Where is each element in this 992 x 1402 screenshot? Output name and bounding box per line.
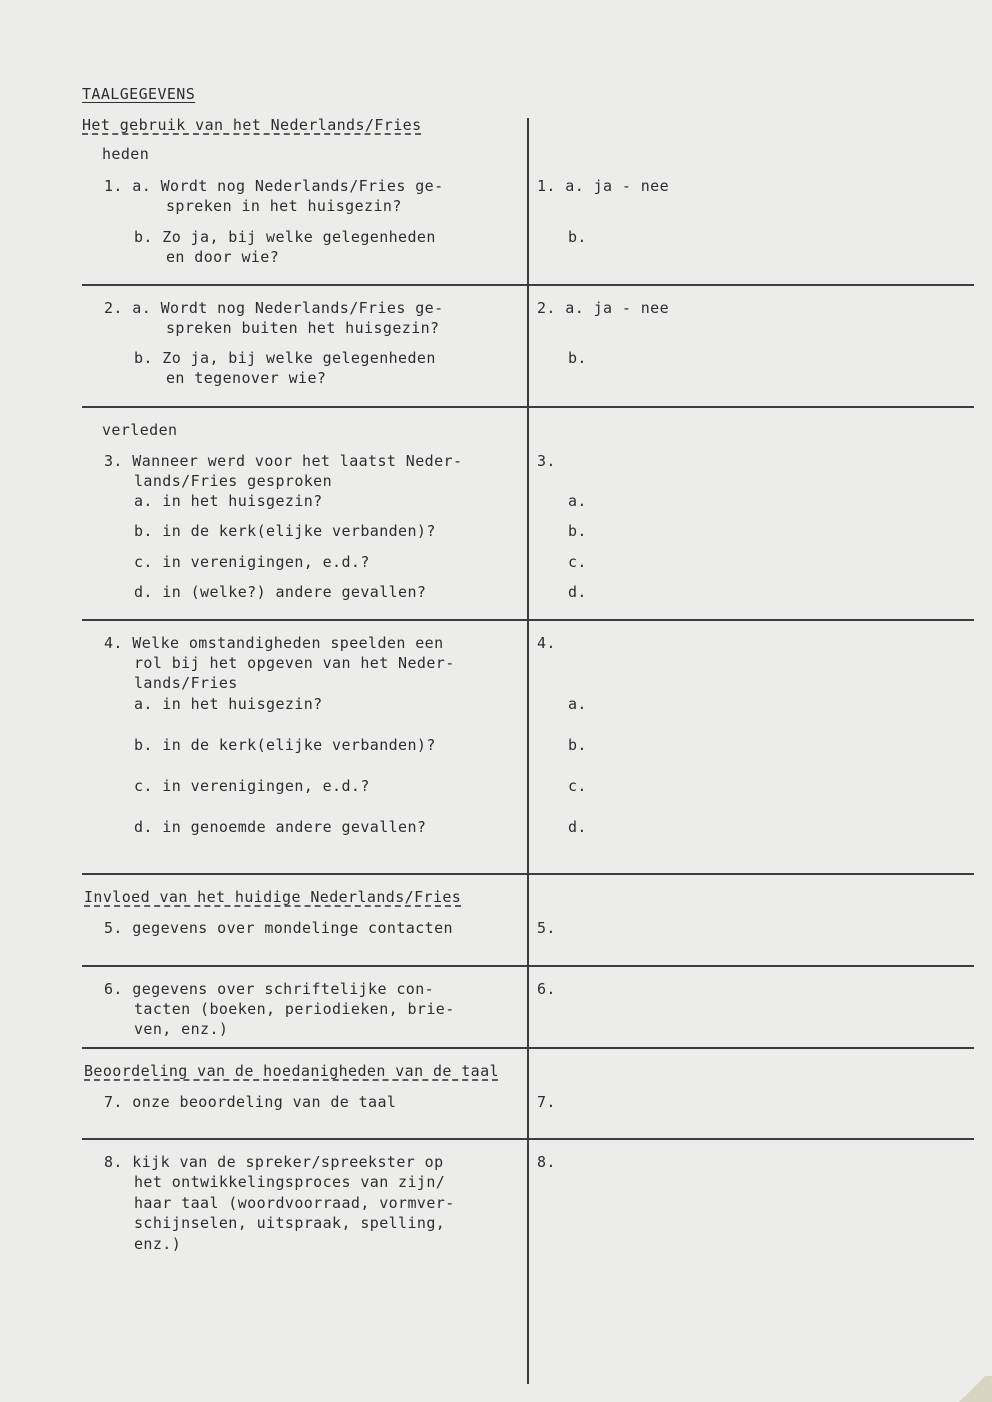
q1-a-line2: spreken in het huisgezin? [166,197,402,215]
q8-line1: 8. kijk van de spreker/spreekster op [104,1153,444,1171]
q4-b: b. in de kerk(elijke verbanden)? [134,736,436,754]
q2-b-line1: b. Zo ja, bij welke gelegenheden [134,349,436,367]
divider-line [82,406,974,408]
q3-line1: 3. Wanneer werd voor het laatst Neder- [104,452,463,470]
q4-answer-c[interactable]: c. [568,777,587,795]
q7-text: 7. onze beoordeling van de taal [104,1093,397,1111]
q8-line5: enz.) [134,1235,182,1253]
divider-line [82,619,974,621]
page-corner-fold [952,1376,992,1402]
q6-line2: tacten (boeken, periodieken, brie- [134,1000,455,1018]
q1-answer-b[interactable]: b. [568,228,587,246]
q2-answer-b[interactable]: b. [568,349,587,367]
q8-line4: schijnselen, uitspraak, spelling, [134,1214,446,1232]
q3-answer-c[interactable]: c. [568,553,587,571]
q8-answer[interactable]: 8. [537,1153,556,1171]
q5-answer[interactable]: 5. [537,919,556,937]
q3-c: c. in verenigingen, e.d.? [134,553,370,571]
q3-a: a. in het huisgezin? [134,492,323,510]
q8-line2: het ontwikkelingsproces van zijn/ [134,1173,446,1191]
q1-answer-a[interactable]: 1. a. ja - nee [537,177,670,195]
section-heading-assessment: Beoordeling van de hoedanigheden van de taal [84,1062,499,1080]
section-heading-usage: Het gebruik van het Nederlands/Fries [82,116,422,134]
q2-a-line1: 2. a. Wordt nog Nederlands/Fries ge- [104,299,444,317]
q7-answer[interactable]: 7. [537,1093,556,1111]
divider-line [82,873,974,875]
divider-line [82,1047,974,1049]
q4-d: d. in genoemde andere gevallen? [134,818,427,836]
section-heading-influence: Invloed van het huidige Nederlands/Fries [84,888,462,906]
q3-line2: lands/Fries gesproken [134,472,333,490]
q8-line3: haar taal (woordvoorraad, vormver- [134,1194,455,1212]
subheading-verleden: verleden [102,421,178,439]
q2-answer-a[interactable]: 2. a. ja - nee [537,299,670,317]
q1-a-line1: 1. a. Wordt nog Nederlands/Fries ge- [104,177,444,195]
q3-d: d. in (welke?) andere gevallen? [134,583,427,601]
q2-a-line2: spreken buiten het huisgezin? [166,319,440,337]
divider-line [82,284,974,286]
q3-answer[interactable]: 3. [537,452,556,470]
q4-c: c. in verenigingen, e.d.? [134,777,370,795]
column-divider [527,118,529,1384]
q4-a: a. in het huisgezin? [134,695,323,713]
divider-line [82,965,974,967]
q2-b-line2: en tegenover wie? [166,369,327,387]
q4-line2: rol bij het opgeven van het Neder- [134,654,455,672]
q3-answer-b[interactable]: b. [568,522,587,540]
q6-answer[interactable]: 6. [537,980,556,998]
q4-line1: 4. Welke omstandigheden speelden een [104,634,444,652]
q4-answer-d[interactable]: d. [568,818,587,836]
q4-answer-a[interactable]: a. [568,695,587,713]
q3-answer-a[interactable]: a. [568,492,587,510]
q3-answer-d[interactable]: d. [568,583,587,601]
q3-b: b. in de kerk(elijke verbanden)? [134,522,436,540]
q1-b-line1: b. Zo ja, bij welke gelegenheden [134,228,436,246]
form-title: TAALGEGEVENS [82,85,196,103]
q5-text: 5. gegevens over mondelinge contacten [104,919,453,937]
q4-line3: lands/Fries [134,674,238,692]
q6-line1: 6. gegevens over schriftelijke con- [104,980,435,998]
divider-line [82,1138,974,1140]
q1-b-line2: en door wie? [166,248,280,266]
q6-line3: ven, enz.) [134,1020,229,1038]
q4-answer-b[interactable]: b. [568,736,587,754]
subheading-heden: heden [102,145,150,163]
q4-answer[interactable]: 4. [537,634,556,652]
